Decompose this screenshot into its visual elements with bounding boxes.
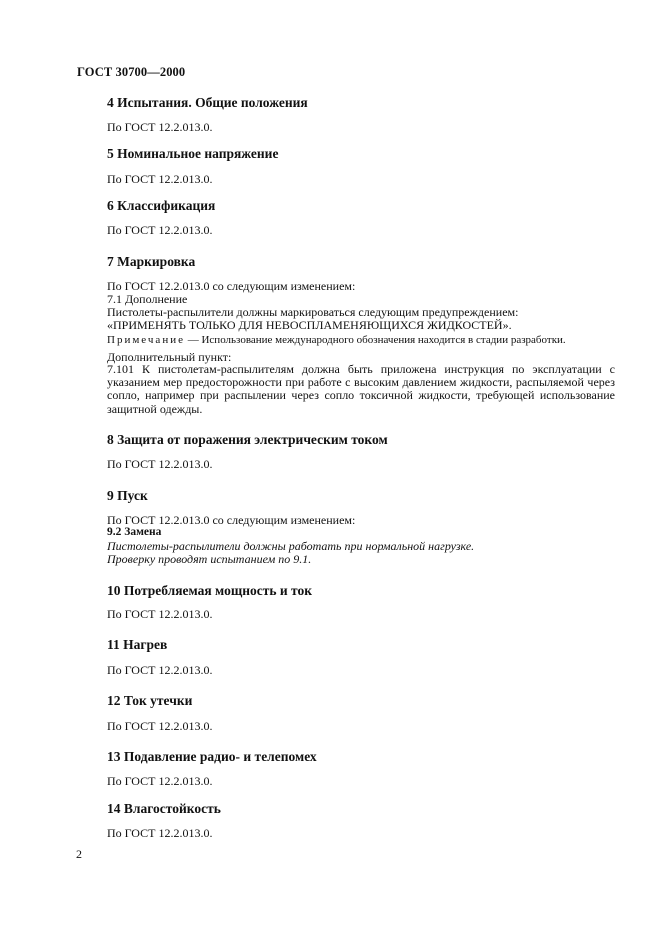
section-intro: По ГОСТ 12.2.013.0 со следующим изменением: bbox=[107, 279, 356, 293]
section-heading: 12 Ток утечки bbox=[107, 693, 193, 708]
section-heading: 8 Защита от поражения электрическим током bbox=[107, 432, 388, 447]
section-text: По ГОСТ 12.2.013.0. bbox=[107, 774, 213, 788]
section-text: По ГОСТ 12.2.013.0. bbox=[107, 826, 213, 840]
section-text: По ГОСТ 12.2.013.0. bbox=[107, 663, 213, 677]
section-heading: 11 Нагрев bbox=[107, 637, 168, 652]
section-heading: 10 Потребляемая мощность и ток bbox=[107, 583, 313, 598]
note-text: — Использование международного обозначения находится в стадии разработки. bbox=[184, 334, 566, 346]
subsection-label: 7.1 Дополнение bbox=[107, 292, 188, 306]
section-heading: 4 Испытания. Общие положения bbox=[107, 95, 308, 110]
warning-text: «ПРИМЕНЯТЬ ТОЛЬКО ДЛЯ НЕВОСПЛАМЕНЯЮЩИХСЯ ЖИДКОСТЕЙ». bbox=[107, 318, 512, 332]
page-number: 2 bbox=[76, 847, 82, 861]
section-text: По ГОСТ 12.2.013.0. bbox=[107, 607, 213, 621]
section-intro: По ГОСТ 12.2.013.0 со следующим изменением: bbox=[107, 513, 356, 527]
subsection-line: Пистолеты-распылители должны маркироваться следующим предупреждением: bbox=[107, 305, 519, 319]
note-label: Примечание bbox=[107, 334, 185, 346]
section-text: По ГОСТ 12.2.013.0. bbox=[107, 719, 213, 733]
section-heading: 6 Классификация bbox=[107, 198, 216, 213]
section-heading: 13 Подавление радио- и телепомех bbox=[107, 749, 317, 764]
section-text: По ГОСТ 12.2.013.0. bbox=[107, 172, 213, 186]
subsection-line: Проверку проводят испытанием по 9.1. bbox=[107, 552, 312, 566]
section-heading: 5 Номинальное напряжение bbox=[107, 146, 279, 161]
document-header: ГОСТ 30700—2000 bbox=[77, 65, 186, 79]
section-text: По ГОСТ 12.2.013.0. bbox=[107, 457, 213, 471]
extra-clause-label: Дополнительный пункт: bbox=[107, 350, 232, 364]
section-text: По ГОСТ 12.2.013.0. bbox=[107, 223, 213, 237]
section-heading: 9 Пуск bbox=[107, 488, 148, 503]
subsection-line: Пистолеты-распылители должны работать при нормальной нагрузке. bbox=[107, 539, 475, 553]
extra-clause-text: 7.101 К пистолетам-распылителям должна быть приложена инструкция по эксплуатации с указанием мер предосторожности при работе с высоким давлением жидкости, распыляемой через сопло, например при распылении через сопло токсичной жидкости, требующей использование защитной одежды. bbox=[107, 362, 615, 416]
note bbox=[107, 334, 566, 346]
section-heading: 7 Маркировка bbox=[107, 254, 196, 269]
section-heading: 14 Влагостойкость bbox=[107, 801, 221, 816]
section-text: По ГОСТ 12.2.013.0. bbox=[107, 120, 213, 134]
subsection-label: 9.2 Замена bbox=[107, 526, 162, 538]
